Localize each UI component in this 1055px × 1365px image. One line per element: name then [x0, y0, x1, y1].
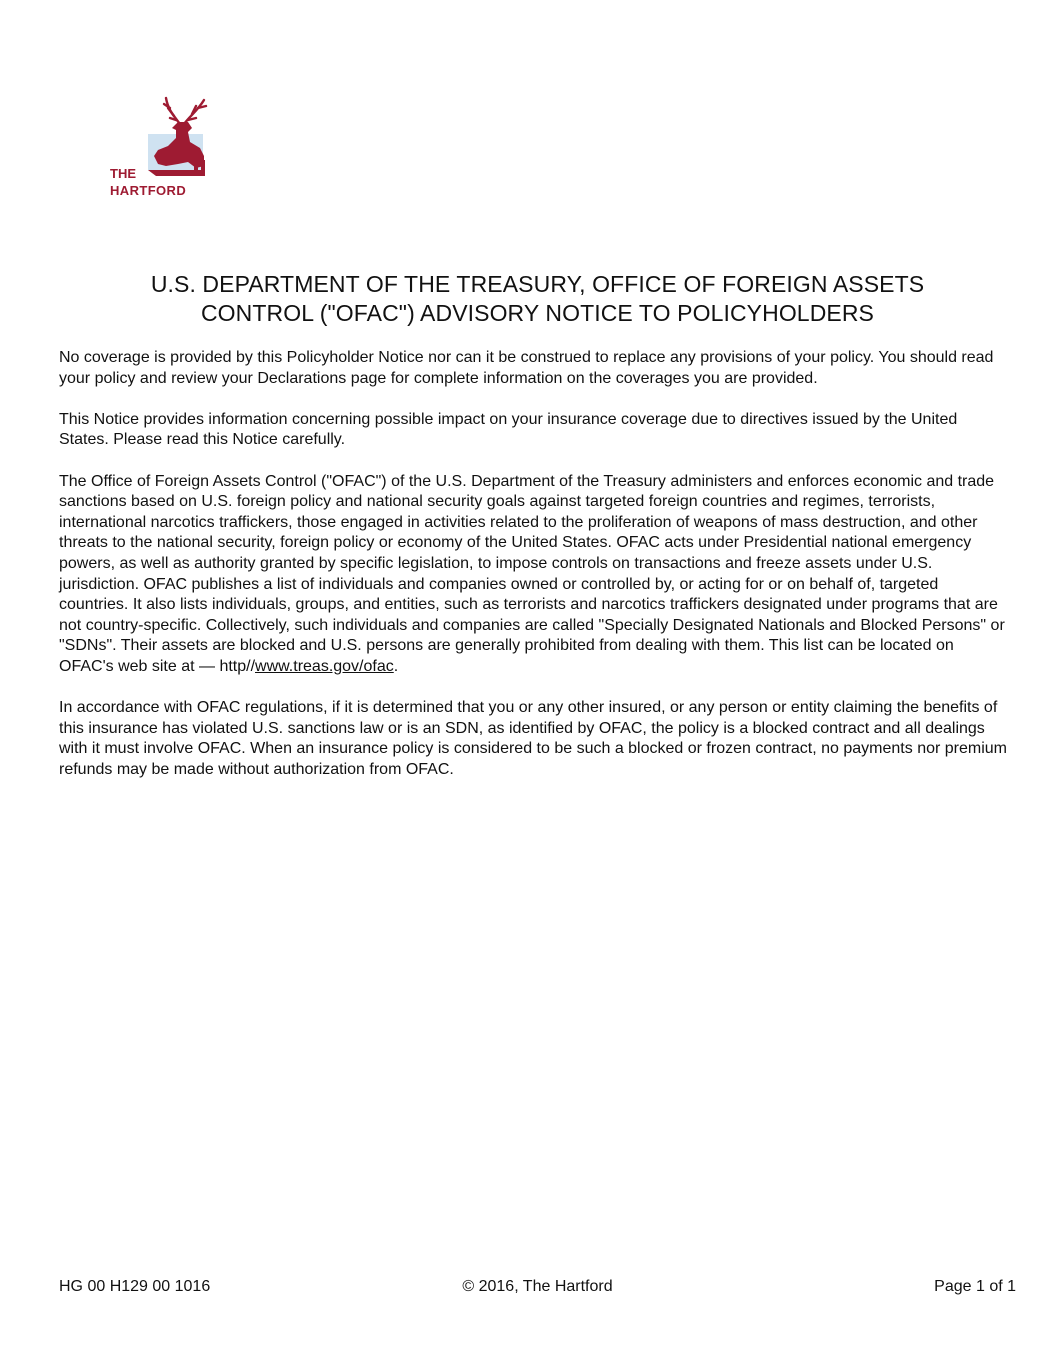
- logo-text-hartford: HARTFORD: [110, 183, 187, 198]
- paragraph-notice-purpose: This Notice provides information concerning possible impact on your insurance coverage due to directives issued by the United States. Please read this Notice carefully.: [59, 410, 958, 449]
- paragraph-ofac-description: [59, 472, 1009, 678]
- title-line-2: CONTROL ("OFAC") ADVISORY NOTICE TO POLICYHOLDERS: [200, 300, 875, 326]
- ofac-website-link[interactable]: www.treas.gov/ofac: [255, 657, 394, 675]
- page-title: [60, 270, 1015, 328]
- copyright-notice: © 2016, The Hartford: [462, 1278, 613, 1295]
- hartford-logo: [108, 94, 218, 204]
- page-number: Page 1 of 1: [934, 1278, 1016, 1295]
- ofac-description-end: .: [393, 657, 399, 675]
- stag-icon: [108, 94, 218, 204]
- ofac-description-text: The Office of Foreign Assets Control ("OFAC") of the U.S. Department of the Treasury administers and enforces economic and trade sanctions based on U.S. foreign policy and national security goals against targeted foreign countries and regimes, terrorists, international narcotics traffickers, those engaged in activities related to the proliferation of weapons of mass destruction, and other threats to the national security, foreign policy or economy of the United States. OFAC acts under Presidential national emergency powers, as well as authority granted by specific legislation, to impose controls on transactions and freeze assets under U.S. jurisdiction. OFAC publishes a list of individuals and companies owned or controlled by, or acting for or on behalf of, targeted countries. It also lists individuals, groups, and entities, such as terrorists and narcotics traffickers designated under programs that are not country-specific. Collectively, such individuals and companies are called "Specially Designated Nationals and Blocked Persons" or "SDNs". Their assets are blocked and U.S. persons are generally prohibited from dealing with them. This list can be located on OFAC's web site at — http//: [59, 472, 1005, 675]
- notice-body: [59, 348, 1009, 801]
- form-number: HG 00 H129 00 1016: [59, 1278, 211, 1295]
- paragraph-coverage-disclaimer: No coverage is provided by this Policyholder Notice nor can it be construed to replace any provisions of your policy. You should read your policy and review your Declarations page for complete information on the coverages you are provided.: [59, 349, 994, 387]
- logo-text-the: THE: [110, 166, 136, 181]
- paragraph-ofac-regulations: In accordance with OFAC regulations, if it is determined that you or any other insured, or any person or entity claiming the benefits of this insurance has violated U.S. sanctions law or is an SDN, as identified by OFAC, the policy is a blocked contract and all dealings with it must involve OFAC. When an insurance policy is considered to be such a blocked or frozen contract, no payments nor premium refunds may be made without authorization from OFAC.: [59, 699, 1007, 778]
- title-line-1: U.S. DEPARTMENT OF THE TREASURY, OFFICE OF FOREIGN ASSETS: [150, 271, 925, 297]
